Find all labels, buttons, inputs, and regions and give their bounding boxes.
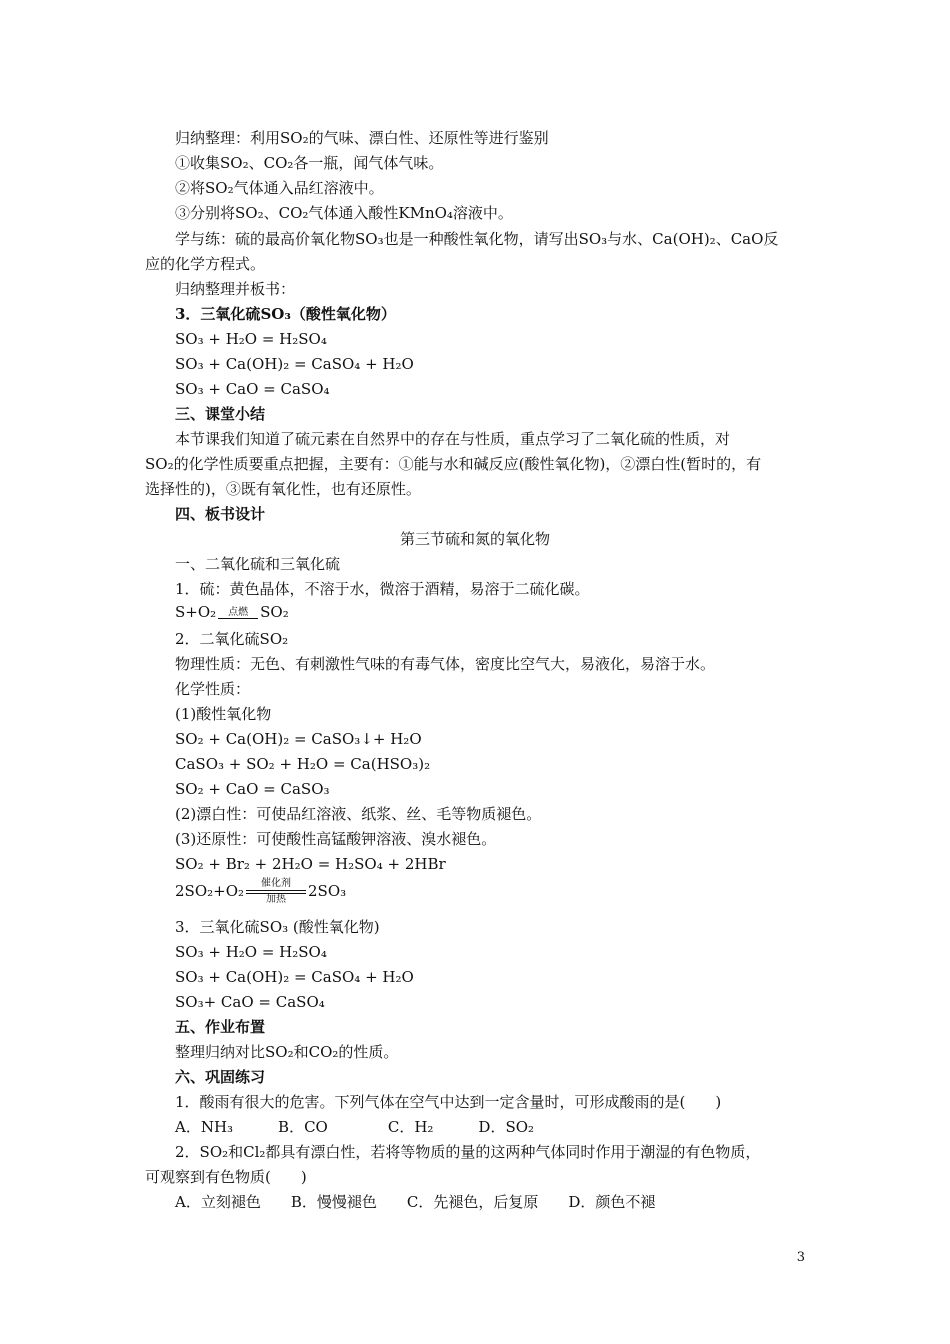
text-line: 归纳整理：利用SO₂的气味、漂白性、还原性等进行鉴别 xyxy=(175,129,549,147)
text-line: 1．酸雨有很大的危害。下列气体在空气中达到一定含量时，可形成酸雨的是( ) xyxy=(175,1093,722,1111)
text-line: 学与练：硫的最高价氧化物SO₃也是一种酸性氧化物，请写出SO₃与水、Ca(OH)₂、CaO反 xyxy=(175,230,779,248)
text-line: SO₃ + Ca(OH)₂ = CaSO₄ + H₂O xyxy=(175,355,414,373)
text-line: A．立刻褪色 B．慢慢褪色 C．先褪色，后复原 D．颜色不褪 xyxy=(175,1193,656,1211)
text-line: ②将SO₂气体通入品红溶液中。 xyxy=(175,179,384,197)
text-line: A．NH₃ B．CO C．H₂ D．SO₂ xyxy=(175,1118,535,1136)
text-line: SO₃ + CaO = CaSO₄ xyxy=(175,380,330,398)
text-line: SO₂ + CaO = CaSO₃ xyxy=(175,780,330,798)
text-line: ③分别将SO₂、CO₂气体通入酸性KMnO₄溶液中。 xyxy=(175,204,513,222)
text-line: 四、板书设计 xyxy=(175,505,266,523)
reaction-condition xyxy=(218,608,258,619)
text-line: SO₃ + H₂O = H₂SO₄ xyxy=(175,943,327,961)
text-line: 可观察到有色物质( ) xyxy=(145,1168,307,1186)
reaction-right: 2SO₃ xyxy=(308,882,347,900)
condition-heat: 加热 xyxy=(266,894,287,905)
text-line: ①收集SO₂、CO₂各一瓶，闻气体气味。 xyxy=(175,154,444,172)
text-line: CaSO₃ + SO₂ + H₂O = Ca(HSO₃)₂ xyxy=(175,755,431,773)
text-line: 整理归纳对比SO₂和CO₂的性质。 xyxy=(175,1043,399,1061)
page-number: 3 xyxy=(796,1250,805,1265)
text-line: 3．三氧化硫SO₃ (酸性氧化物) xyxy=(175,918,380,936)
text-line: SO₃+ CaO = CaSO₄ xyxy=(175,993,325,1011)
section-title: 第三节硫和氮的氧化物 xyxy=(399,530,550,548)
text-line: SO₂ + Br₂ + 2H₂O = H₂SO₄ + 2HBr xyxy=(175,855,446,873)
text-line: (2)漂白性：可使品红溶液、纸浆、丝、毛等物质褪色。 xyxy=(175,805,542,823)
text-line: 归纳整理并板书： xyxy=(175,280,296,298)
reaction-sulfur-combustion xyxy=(175,602,289,622)
condition-label: 点燃 xyxy=(228,606,249,618)
text-line: 选择性的)，③既有氧化性，也有还原性。 xyxy=(145,480,421,498)
text-line: SO₃ + H₂O = H₂SO₄ xyxy=(175,330,327,348)
text-line: SO₂的化学性质要重点把握，主要有：①能与水和碱反应(酸性氧化物)，②漂白性(暂时的，有 xyxy=(145,455,762,473)
text-line: 五、作业布置 xyxy=(175,1018,266,1036)
text-line: 化学性质： xyxy=(175,680,251,698)
reaction-left: 2SO₂+O₂ xyxy=(175,882,245,900)
text-line: 物理性质：无色、有刺激性气味的有毒气体，密度比空气大，易液化，易溶于水。 xyxy=(175,655,716,673)
text-line: 应的化学方程式。 xyxy=(145,255,266,273)
text-line: 1．硫：黄色晶体，不溶于水，微溶于酒精，易溶于二硫化碳。 xyxy=(175,580,590,598)
text-line: SO₃ + Ca(OH)₂ = CaSO₄ + H₂O xyxy=(175,968,414,986)
text-line: 三、课堂小结 xyxy=(175,405,266,423)
text-line: (1)酸性氧化物 xyxy=(175,705,272,723)
reaction-left: S+O₂ xyxy=(175,603,217,621)
text-line: 2．二氧化硫SO₂ xyxy=(175,630,289,648)
reaction-condition xyxy=(246,879,306,905)
reaction-right: SO₂ xyxy=(260,603,289,621)
text-line: 3．三氧化硫SO₃（酸性氧化物） xyxy=(175,305,396,323)
text-line: 2．SO₂和Cl₂都具有漂白性，若将等物质的量的这两种气体同时作用于潮湿的有色物质， xyxy=(175,1143,761,1161)
text-line: 一、二氧化硫和三氧化硫 xyxy=(175,555,341,573)
text-line: 本节课我们知道了硫元素在自然界中的存在与性质，重点学习了二氧化硫的性质，对 xyxy=(175,430,731,448)
text-line: (3)还原性：可使酸性高锰酸钾溶液、溴水褪色。 xyxy=(175,830,497,848)
text-line: 六、巩固练习 xyxy=(175,1068,266,1086)
text-line: SO₂ + Ca(OH)₂ = CaSO₃↓+ H₂O xyxy=(175,730,422,748)
condition-catalyst: 催化剂 xyxy=(261,878,292,889)
reaction-so2-oxidation xyxy=(175,879,346,905)
